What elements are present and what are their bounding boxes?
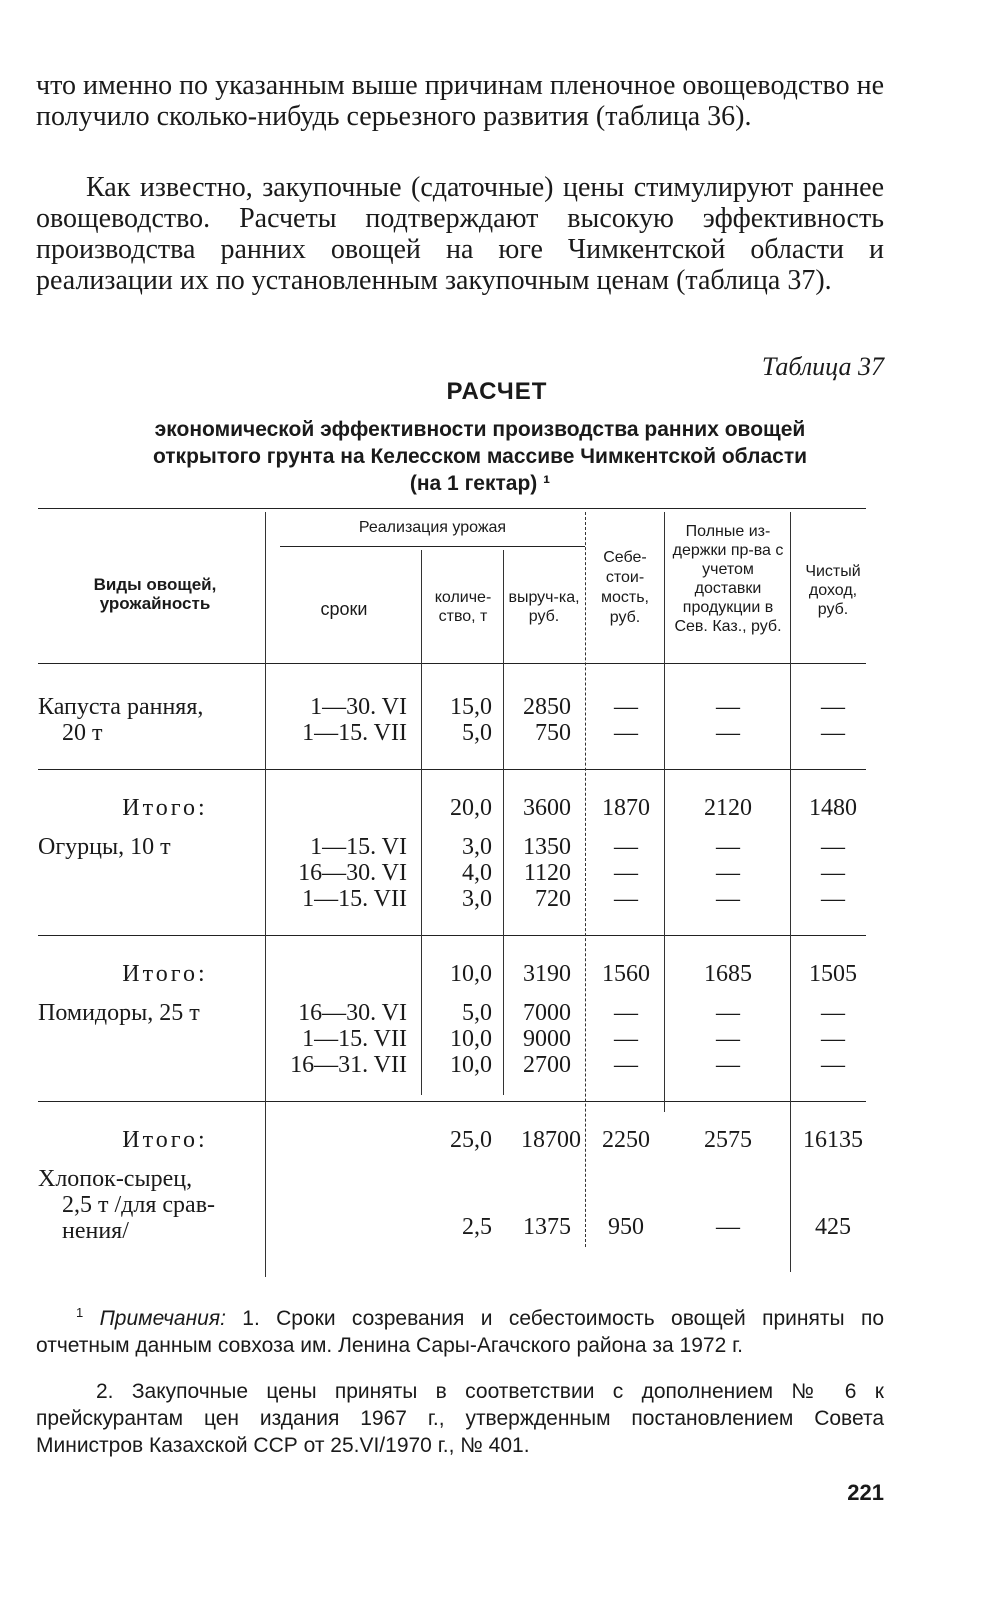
crop-name: Огурцы, 10 т xyxy=(38,834,171,860)
table-cell-term: 1—15. VII xyxy=(302,1026,407,1052)
table-cell-net: — xyxy=(821,720,845,746)
group-rule-3 xyxy=(38,1101,866,1102)
col-divider-4 xyxy=(585,512,586,1247)
total-cost: 1560 xyxy=(602,961,650,987)
table-cell-term: 1—15. VI xyxy=(310,834,407,860)
table-cell-rev: 2700 xyxy=(523,1052,571,1078)
total-label: Итого: xyxy=(122,961,208,987)
footnote-1-text: 1. Сроки созревания и себестоимость овощей приняты по отчетным данным совхоза им. Ленина Сары-Агачского района за 1972 г. xyxy=(36,1307,884,1357)
total-label: Итого: xyxy=(122,1127,208,1153)
crop-name: Помидоры, 25 т xyxy=(38,1000,200,1026)
table-cell-cost: — xyxy=(614,1026,638,1052)
total-cost: 1870 xyxy=(602,795,650,821)
table-cell-full: — xyxy=(716,1026,740,1052)
table-cell-term: 16—30. VI xyxy=(298,1000,407,1026)
total-full: 1685 xyxy=(704,961,752,987)
table-cell-qty: 10,0 xyxy=(450,1052,492,1078)
table-cell-qty: 3,0 xyxy=(462,886,492,912)
table-subtitle-line-1: экономической эффективности производства ранних овощей xyxy=(154,418,806,441)
header-full-costs: Полные из-держки пр-ва с учетом доставки продукции в Сев. Каз., руб. xyxy=(672,523,784,635)
table-subtitle xyxy=(80,416,880,497)
total-qty: 10,0 xyxy=(450,961,492,987)
col-divider-6 xyxy=(790,512,791,1272)
footnote-label: Примечания: xyxy=(99,1307,226,1330)
table-cell-rev: 720 xyxy=(535,886,571,912)
total-qty: 25,0 xyxy=(450,1127,492,1153)
cotton-cost: 950 xyxy=(608,1214,644,1240)
table-cell-full: — xyxy=(716,834,740,860)
table-cell-rev: 1350 xyxy=(523,834,571,860)
table-cell-cost: — xyxy=(614,860,638,886)
cotton-yield: 2,5 т /для срав- xyxy=(62,1192,216,1218)
header-net-income: Чистый доход, руб. xyxy=(805,563,861,618)
crop-yield: 20 т xyxy=(62,720,103,746)
col-divider-1 xyxy=(265,512,266,1277)
table-cell-full: — xyxy=(716,1052,740,1078)
header-revenue: выруч-ка, руб. xyxy=(508,589,580,625)
table-cell-net: — xyxy=(821,886,845,912)
table-cell-net: — xyxy=(821,1052,845,1078)
table-cell-net: — xyxy=(821,1000,845,1026)
table-cell-rev: 750 xyxy=(535,720,571,746)
table-cell-rev: 9000 xyxy=(523,1026,571,1052)
table-cell-net: — xyxy=(821,860,845,886)
table-cell-cost: — xyxy=(614,1052,638,1078)
table-cell-full: — xyxy=(716,694,740,720)
table-cell-full: — xyxy=(716,886,740,912)
group-rule-2 xyxy=(38,935,866,936)
table-cell-net: — xyxy=(821,694,845,720)
table-top-rule xyxy=(38,508,866,509)
total-rev: 18700 xyxy=(521,1127,581,1153)
header-bottom-rule xyxy=(38,663,866,664)
total-full: 2575 xyxy=(704,1127,752,1153)
total-net: 16135 xyxy=(803,1127,863,1153)
total-net: 1480 xyxy=(809,795,857,821)
page-number: 221 xyxy=(847,1480,884,1505)
cotton-name: Хлопок-сырец, xyxy=(38,1166,193,1192)
table-cell-full: — xyxy=(716,860,740,886)
footnote-mark: 1 xyxy=(76,1305,84,1320)
table-cell-net: — xyxy=(821,1026,845,1052)
total-net: 1505 xyxy=(809,961,857,987)
table-subtitle-line-2: открытого грунта на Келесском массиве Чимкентской области xyxy=(152,445,808,468)
cotton-full: — xyxy=(716,1214,740,1240)
table-cell-qty: 5,0 xyxy=(462,1000,492,1026)
table-cell-full: — xyxy=(716,1000,740,1026)
cotton-note: нения/ xyxy=(62,1218,129,1244)
table-number: Таблица 37 xyxy=(761,352,884,381)
table-cell-qty: 3,0 xyxy=(462,834,492,860)
total-rev: 3190 xyxy=(523,961,571,987)
cotton-net: 425 xyxy=(815,1214,851,1240)
table-cell-term: 1—15. VII xyxy=(302,886,407,912)
table-cell-term: 1—15. VII xyxy=(302,720,407,746)
header-types: Виды овощей, урожайность xyxy=(93,575,217,613)
footnote-2: 2. Закупочные цены приняты в соответствии с дополнением № 6 к прейскурантам цен издания 1967 г., утвержденным постановлением Совета Министров Казахской ССР от 25.VI/1970 г., № 401. xyxy=(36,1380,884,1457)
table-cell-term: 16—31. VII xyxy=(290,1052,407,1078)
table-cell-qty: 15,0 xyxy=(450,694,492,720)
header-quantity: количе-ство, т xyxy=(434,589,492,625)
intro-paragraph-1: что именно по указанным выше причинам пленочное овощеводство не получило сколько-нибудь серьезного развития (таблица 36). xyxy=(36,70,884,132)
table-subtitle-line-3: (на 1 гектар) ¹ xyxy=(409,472,551,495)
table-cell-cost: — xyxy=(614,1000,638,1026)
table-cell-cost: — xyxy=(614,834,638,860)
header-cost: Себе-стои-мость, руб. xyxy=(600,549,649,626)
total-label: Итого: xyxy=(122,795,208,821)
total-qty: 20,0 xyxy=(450,795,492,821)
table-cell-cost: — xyxy=(614,720,638,746)
total-full: 2120 xyxy=(704,795,752,821)
header-terms: сроки xyxy=(320,599,368,619)
realization-rule xyxy=(280,546,585,547)
col-divider-3 xyxy=(503,550,504,1095)
table-cell-rev: 1120 xyxy=(523,860,571,886)
cotton-qty: 2,5 xyxy=(462,1214,492,1240)
intro-paragraph-2: Как известно, закупочные (сдаточные) цены стимулируют раннее овощеводство. Расчеты подтверждают высокую эффективность производства ранних овощей на юге Чимкентской области и реализации их по установленным закупочным ценам (таблица 37). xyxy=(36,172,884,296)
table-cell-full: — xyxy=(716,720,740,746)
table-cell-rev: 2850 xyxy=(523,694,571,720)
cotton-rev: 1375 xyxy=(523,1214,571,1240)
table-cell-qty: 5,0 xyxy=(462,720,492,746)
col-divider-2 xyxy=(421,550,422,1095)
table-cell-rev: 7000 xyxy=(523,1000,571,1026)
total-rev: 3600 xyxy=(523,795,571,821)
table-cell-qty: 10,0 xyxy=(450,1026,492,1052)
header-realization: Реализация урожая xyxy=(358,519,507,536)
table-title: РАСЧЕТ xyxy=(446,378,548,405)
table-cell-net: — xyxy=(821,834,845,860)
footnote-1 xyxy=(36,1299,884,1359)
total-cost: 2250 xyxy=(602,1127,650,1153)
table-cell-cost: — xyxy=(614,886,638,912)
group-rule-1 xyxy=(38,769,866,770)
table-cell-cost: — xyxy=(614,694,638,720)
table-cell-term: 1—30. VI xyxy=(310,694,407,720)
crop-name: Капуста ранняя, xyxy=(38,694,204,720)
table-cell-term: 16—30. VI xyxy=(298,860,407,886)
table-cell-qty: 4,0 xyxy=(462,860,492,886)
col-divider-5 xyxy=(664,512,665,1112)
